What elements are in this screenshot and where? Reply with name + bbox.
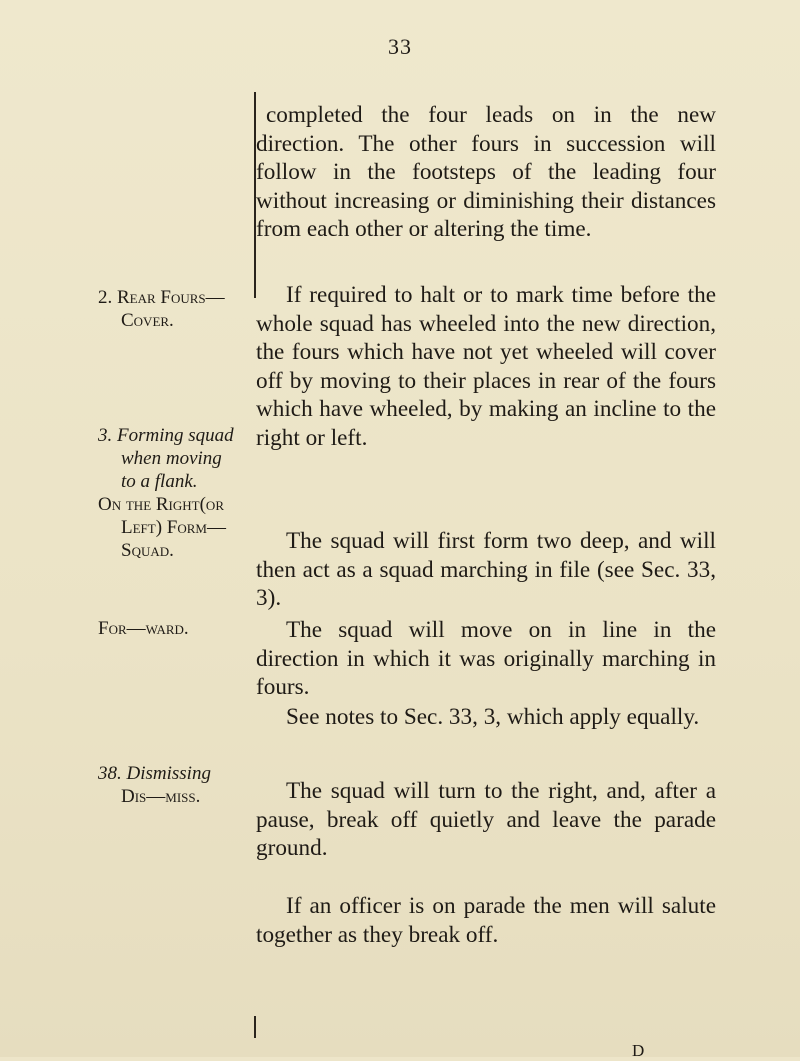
margin-note-line: when moving bbox=[121, 448, 222, 469]
margin-note-line: On the Right(or bbox=[98, 494, 224, 515]
body-paragraph: If required to halt or to mark time before the whole squad has wheeled into the new direction, the fours which have not yet wheeled will cover off by moving to their places in rear of the fours which have wheeled, by making an incline to the right or left. bbox=[256, 282, 716, 451]
margin-rule-bottom bbox=[254, 1016, 256, 1038]
margin-note-forming-squad bbox=[98, 424, 253, 562]
signature-mark: D bbox=[632, 1041, 645, 1060]
margin-note-line: Left) Form— bbox=[121, 517, 226, 538]
margin-note-line: 2. Rear Fours— bbox=[98, 287, 225, 308]
margin-note-line: Cover. bbox=[121, 310, 174, 331]
margin-note-line: to a flank. bbox=[121, 471, 198, 492]
page-number: 33 bbox=[388, 34, 412, 59]
body-paragraph: The squad will turn to the right, and, after a pause, break off quietly and leave the parade ground. bbox=[256, 778, 716, 862]
margin-note-forward bbox=[98, 617, 253, 640]
body-paragraph: The squad will move on in line in the direction in which it was originally marching in fours. bbox=[256, 617, 716, 701]
body-paragraph: The squad will first form two deep, and will then act as a squad marching in file (see Sec. 33, 3). bbox=[256, 528, 716, 612]
margin-note-line: 38. Dismissing bbox=[98, 763, 211, 784]
margin-note-line: Squad. bbox=[121, 540, 174, 561]
body-paragraph: completed the four leads on in the new direction. The other fours in succession will follow in the footsteps of the leading four without increasing or diminishing their distances from each other or altering the time. bbox=[256, 102, 716, 243]
body-paragraph: If an officer is on parade the men will salute together as they break off. bbox=[256, 893, 716, 948]
margin-note-line: 3. Forming squad bbox=[98, 425, 234, 446]
margin-note-dismissing bbox=[98, 762, 253, 808]
margin-note-line: For—ward. bbox=[98, 618, 189, 639]
body-paragraph: See notes to Sec. 33, 3, which apply equally. bbox=[286, 704, 700, 730]
margin-note-rear-fours-cover bbox=[98, 286, 253, 332]
margin-note-line: Dis—miss. bbox=[121, 786, 201, 807]
